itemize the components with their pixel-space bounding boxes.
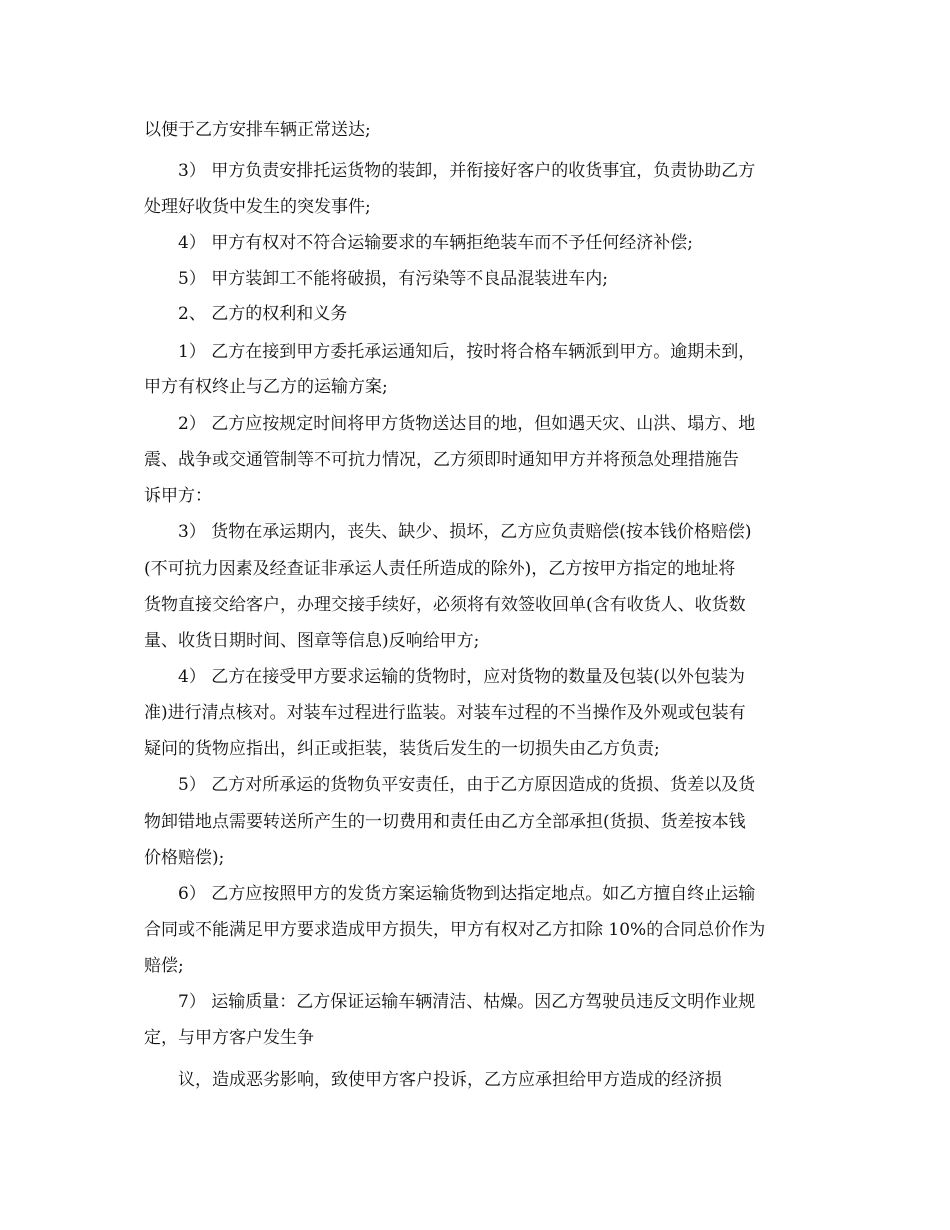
text-line: 5） 乙方对所承运的货物负平安责任，由于乙方原因造成的货损、货差以及货: [178, 775, 756, 795]
text-line: 价格赔偿);: [144, 848, 225, 868]
text-line: 7） 运输质量：乙方保证运输车辆清洁、枯燥。因乙方驾驶员违反文明作业规: [178, 992, 756, 1012]
text-line: 4） 甲方有权对不符合运输要求的车辆拒绝装车而不予任何经济补偿;: [178, 233, 693, 253]
text-line: 量、收货日期时间、图章等信息)反响给甲方;: [144, 631, 480, 651]
text-line: (不可抗力因素及经查证非承运人责任所造成的除外)，乙方按甲方指定的地址将: [144, 559, 736, 579]
text-line: 震、战争或交通管制等不可抗力情况，乙方须即时通知甲方并将预急处理措施告: [144, 450, 739, 470]
text-line: 甲方有权终止与乙方的运输方案;: [144, 377, 388, 397]
text-line: 货物直接交给客户，办理交接手续好，必须将有效签收回单(含有收货人、收货数: [144, 595, 746, 615]
text-line: 合同或不能满足甲方要求造成甲方损失，甲方有权对乙方扣除 10%的合同总价作为: [144, 920, 766, 940]
text-line: 5） 甲方装卸工不能将破损，有污染等不良品混装进车内;: [178, 269, 608, 289]
text-line: 议，造成恶劣影响，致使甲方客户投诉，乙方应承担给甲方造成的经济损: [178, 1070, 722, 1090]
text-line: 4） 乙方在接受甲方要求运输的货物时，应对货物的数量及包装(以外包装为: [178, 667, 745, 687]
text-line: 物卸错地点需要转送所产生的一切费用和责任由乙方全部承担(货损、货差按本钱: [144, 812, 746, 832]
text-line: 疑问的货物应指出，纠正或拒装，装货后发生的一切损失由乙方负责;: [144, 739, 660, 759]
text-line: 处理好收货中发生的突发事件;: [144, 197, 371, 217]
text-line: 赔偿;: [144, 956, 184, 976]
text-line: 准)进行清点核对。对装车过程进行监装。对装车过程的不当操作及外观或包装有: [144, 703, 746, 723]
text-line: 定，与甲方客户发生争: [144, 1028, 314, 1048]
text-line: 1） 乙方在接到甲方委托承运通知后，按时将合格车辆派到甲方。逾期未到，: [178, 342, 756, 362]
text-line: 2） 乙方应按规定时间将甲方货物送达目的地，但如遇天灾、山洪、塌方、地: [178, 414, 756, 434]
text-line: 以便于乙方安排车辆正常送达;: [144, 120, 371, 140]
text-line: 3） 货物在承运期内，丧失、缺少、损坏，乙方应负责赔偿(按本钱价格赔偿): [178, 522, 752, 542]
text-line: 6） 乙方应按照甲方的发货方案运输货物到达指定地点。如乙方擅自终止运输: [178, 884, 756, 904]
section-heading: 2、 乙方的权利和义务: [178, 304, 348, 324]
text-line: 诉甲方：: [144, 486, 212, 506]
text-line: 3） 甲方负责安排托运货物的装卸，并衔接好客户的收货事宜，负责协助乙方: [178, 161, 756, 181]
